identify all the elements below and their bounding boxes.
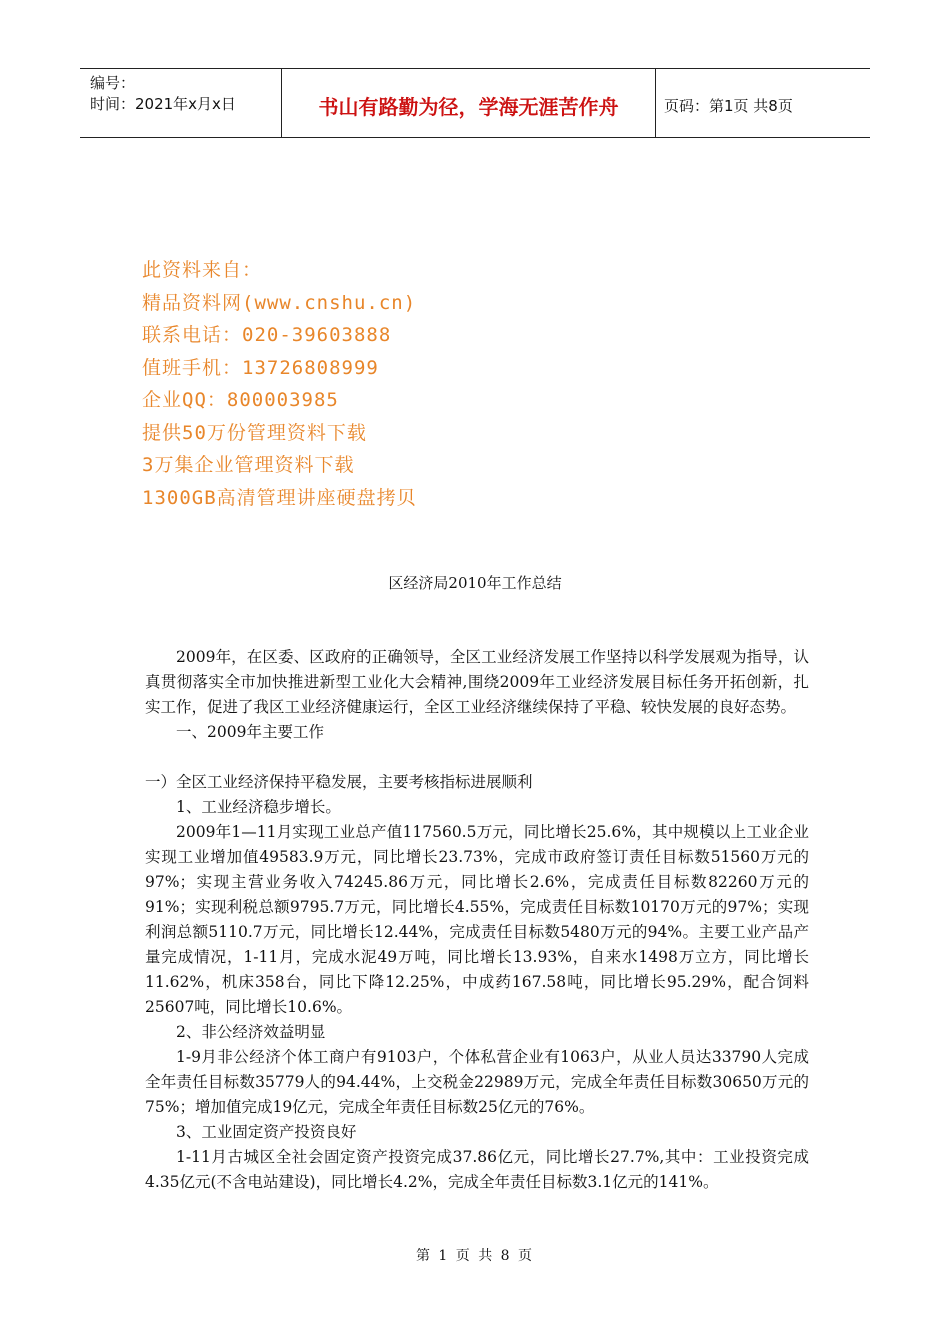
section-heading: 一、2009年主要工作 xyxy=(176,723,324,741)
promo-line: 3万集企业管理资料下载 xyxy=(142,454,355,476)
document-number-label: 编号： xyxy=(90,74,136,92)
header-motto: 书山有路勤为径，学海无涯苦作舟 xyxy=(282,69,656,137)
paragraph: 2009年1—11月实现工业总产值117560.5万元，同比增长25.6%，其中规模以上工业企业实现工业增加值49583.9万元，同比增长23.73%，完成市政府签订责任目标数51560万元的97%；实现主营业务收入74245.86万元，同比增长2.6%，完成责任目标数82260万元的91%；实现利税总额9795.7万元，同比增长4.55%，完成责任目标数10170万元的97%；实现利润总额5110.7万元，同比增长12.44%，完成责任目标数5480万元的94%。主要工业产品产量完成情况，1-11月，完成水泥49万吨，同比增长13.93%，自来水1498万立方，同比增长11.62%，机床358台，同比下降12.25%，中成药167.58吨，同比增长95.29%，配合饲料25607吨，同比增长10.6%。 xyxy=(145,823,809,1016)
document-time-label: 时间：2021年x月x日 xyxy=(90,95,236,113)
header-table xyxy=(80,68,870,138)
promo-block xyxy=(142,254,417,514)
document-title: 区经济局2010年工作总结 xyxy=(388,574,562,592)
item-heading: 1、工业经济稳步增长。 xyxy=(176,798,341,816)
promo-line: 提供50万份管理资料下载 xyxy=(142,421,367,444)
promo-line: 1300GB高清管理讲座硬盘拷贝 xyxy=(142,486,417,509)
paragraph: 1-11月古城区全社会固定资产投资完成37.86亿元，同比增长27.7%,其中：工业投资完成4.35亿元(不含电站建设)，同比增长4.2%，完成全年责任目标数3.1亿元的141%。 xyxy=(145,1148,809,1191)
promo-line: 联系电话：020-39603888 xyxy=(142,324,392,346)
promo-line: 企业QQ：800003985 xyxy=(142,389,339,411)
item-heading: 3、工业固定资产投资良好 xyxy=(176,1123,357,1141)
subsection-heading: 一）全区工业经济保持平稳发展，主要考核指标进展顺利 xyxy=(145,773,533,791)
page-footer: 第 1 页 共 8 页 xyxy=(415,1248,535,1264)
item-heading: 2、非公经济效益明显 xyxy=(176,1023,326,1041)
paragraph: 1-9月非公经济个体工商户有9103户，个体私营企业有1063户，从业人员达33790人完成全年责任目标数35779人的94.44%，上交税金22989万元，完成全年责任目标数30650万元的75%；增加值完成19亿元，完成全年责任目标数25亿元的76%。 xyxy=(145,1048,809,1116)
promo-line: 值班手机：13726808999 xyxy=(142,356,379,379)
promo-line: 精品资料网(www.cnshu.cn) xyxy=(142,291,417,314)
document-body xyxy=(145,645,809,1195)
header-info-cell xyxy=(80,69,282,137)
header-page-code: 页码：第1页 共8页 xyxy=(664,96,793,115)
paragraph: 2009年，在区委、区政府的正确领导，全区工业经济发展工作坚持以科学发展观为指导，认真贯彻落实全市加快推进新型工业化大会精神,围绕2009年工业经济发展目标任务开拓创新，扎实工作，促进了我区工业经济健康运行，全区工业经济继续保持了平稳、较快发展的良好态势。 xyxy=(145,648,809,716)
promo-line: 此资料来自： xyxy=(142,259,263,281)
